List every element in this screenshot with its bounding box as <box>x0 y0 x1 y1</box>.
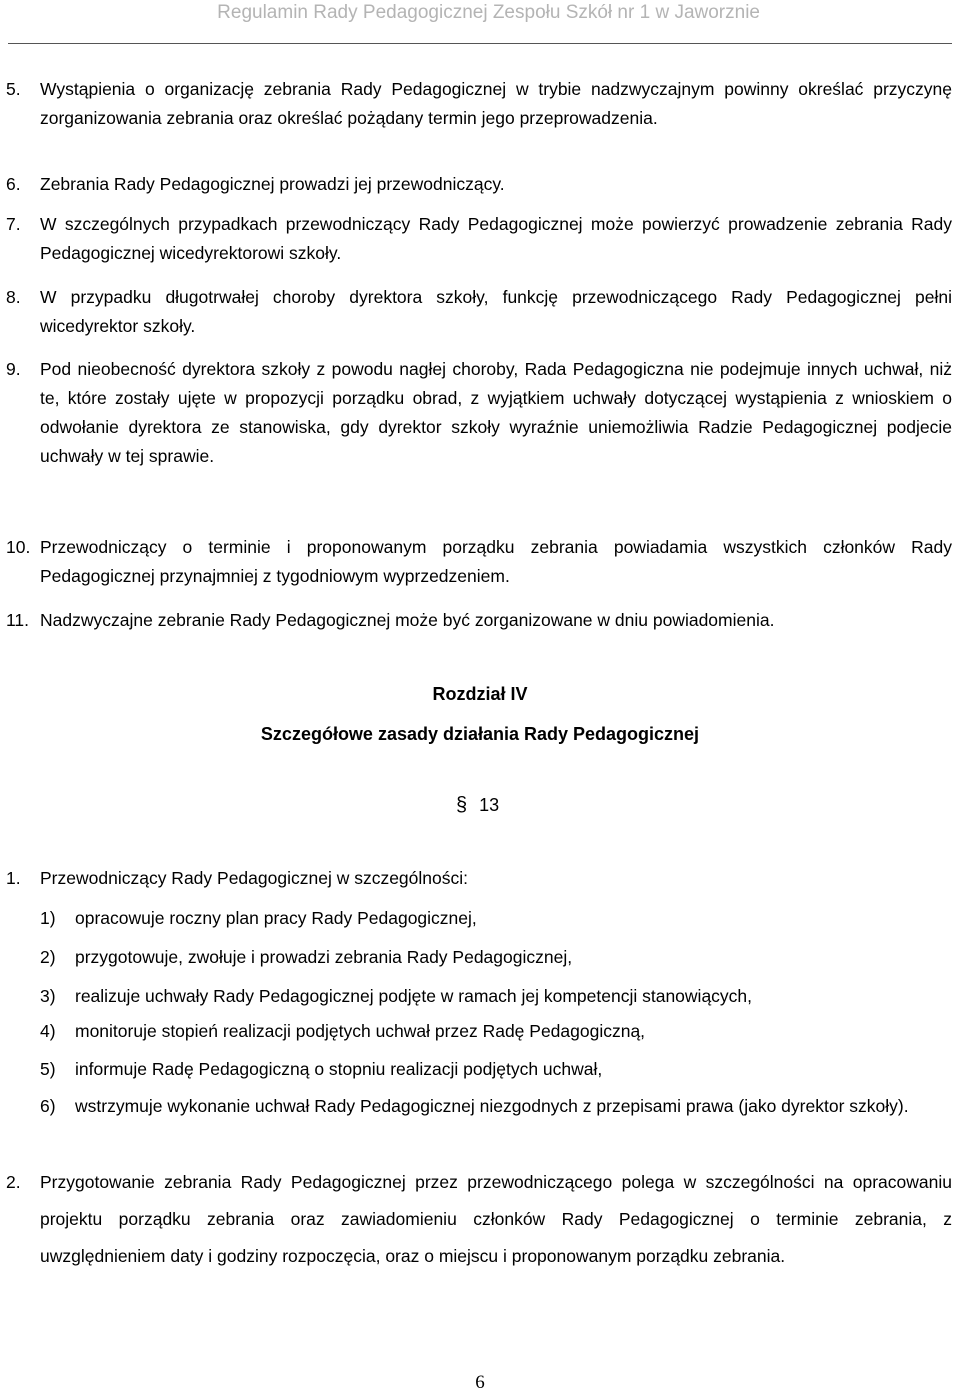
list-item-number: 6. <box>6 174 21 194</box>
section-item-1 <box>6 864 952 893</box>
subitem-number: 3) <box>40 986 56 1006</box>
list-item-5 <box>6 75 952 133</box>
subitem-text: wstrzymuje wykonanie uchwał Rady Pedagogicznej niezgodnych z przepisami prawa (jako dyrektor szkoły). <box>75 1096 909 1116</box>
list-item-number: 5. <box>6 79 21 99</box>
chapter-title: Rozdział IV <box>432 684 528 704</box>
list-item-number: 7. <box>6 214 21 234</box>
section-number: 13 <box>479 795 500 815</box>
subitem-4 <box>40 1017 952 1046</box>
subitem-3 <box>40 982 952 1011</box>
list-item-text: Nadzwyczajne zebranie Rady Pedagogicznej może być zorganizowane w dniu powiadomienia. <box>40 610 775 630</box>
subitem-1 <box>40 904 952 933</box>
subitem-6 <box>40 1092 952 1121</box>
subitem-text: przygotowuje, zwołuje i prowadzi zebrania Rady Pedagogicznej, <box>75 947 573 967</box>
list-item-number: 9. <box>6 359 21 379</box>
list-item-number: 10. <box>6 537 31 557</box>
list-item-number: 11. <box>6 610 30 630</box>
list-item-text: Pod nieobecność dyrektora szkoły z powodu nagłej choroby, Rada Pedagogiczna nie podejmuje innych uchwał, niż te, które zostały ujęte w propozycji porządku obrad, z wyjątkiem uchwały dotyczącej wystąpienia z wnioskiem o odwołanie dyrektora ze stanowiska, gdy dyrektor szkoły wyraźnie uniemożliwia Radzie Pedagogicznej podjecie uchwały w tej sprawie. <box>40 359 952 466</box>
subitem-number: 2) <box>40 947 56 967</box>
subitem-5 <box>40 1055 952 1084</box>
list-item-text: Przygotowanie zebrania Rady Pedagogicznej przez przewodniczącego polega w szczególności na opracowaniu projektu porządku zebrania oraz zawiadomieniu członków Rady Pedagogicznej o terminie zebrania, z uwzględnieniem daty i godziny rozpoczęcia, oraz o miejscu i proponowanym porządku zebrania. <box>40 1172 952 1266</box>
section-symbol: § <box>456 794 468 816</box>
subitem-number: 4) <box>40 1021 56 1041</box>
list-item-text: Zebrania Rady Pedagogicznej prowadzi jej przewodniczący. <box>40 174 505 194</box>
subitem-number: 1) <box>40 908 56 928</box>
list-item-8 <box>6 283 952 341</box>
list-item-number: 1. <box>6 868 21 888</box>
list-item-number: 8. <box>6 287 21 307</box>
list-item-11 <box>6 606 952 635</box>
list-item-10 <box>6 533 952 591</box>
subitem-number: 5) <box>40 1059 56 1079</box>
chapter-subtitle: Szczegółowe zasady działania Rady Pedagogicznej <box>260 724 700 744</box>
list-item-9 <box>6 355 952 471</box>
header-divider <box>8 43 952 44</box>
section-item-2 <box>6 1168 952 1275</box>
subitem-2 <box>40 943 952 972</box>
list-item-text: Wystąpienia o organizację zebrania Rady Pedagogicznej w trybie nadzwyczajnym powinny określać przyczynę zorganizowania zebrania oraz określać pożądany termin jego przeprowadzenia. <box>40 79 952 128</box>
list-item-text: W szczególnych przypadkach przewodniczący Rady Pedagogicznej może powierzyć prowadzenie zebrania Rady Pedagogicznej wicedyrektorowi szkoły. <box>40 214 952 263</box>
subitem-text: monitoruje stopień realizacji podjętych uchwał przez Radę Pedagogiczną, <box>75 1021 646 1041</box>
list-item-7 <box>6 210 952 268</box>
page-number: 6 <box>475 1372 485 1393</box>
list-item-number: 2. <box>6 1172 21 1192</box>
section-heading <box>456 794 499 817</box>
subitem-text: informuje Radę Pedagogiczną o stopniu realizacji podjętych uchwał, <box>75 1059 603 1079</box>
page-header <box>0 0 960 46</box>
subitem-text: realizuje uchwały Rady Pedagogicznej podjęte w ramach jej kompetencji stanowiących, <box>75 986 753 1006</box>
subitem-text: opracowuje roczny plan pracy Rady Pedagogicznej, <box>75 908 477 928</box>
list-item-text: Przewodniczący Rady Pedagogicznej w szczególności: <box>40 868 468 888</box>
list-item-text: W przypadku długotrwałej choroby dyrektora szkoły, funkcję przewodniczącego Rady Pedagogicznej pełni wicedyrektor szkoły. <box>40 287 952 336</box>
header-title: Regulamin Rady Pedagogicznej Zespołu Szkół nr 1 w Jaworznie <box>217 2 760 23</box>
list-item-6 <box>6 170 952 199</box>
subitem-number: 6) <box>40 1096 56 1116</box>
list-item-text: Przewodniczący o terminie i proponowanym porządku zebrania powiadamia wszystkich członków Rady Pedagogicznej przynajmniej z tygodniowym wyprzedzeniem. <box>40 537 952 586</box>
